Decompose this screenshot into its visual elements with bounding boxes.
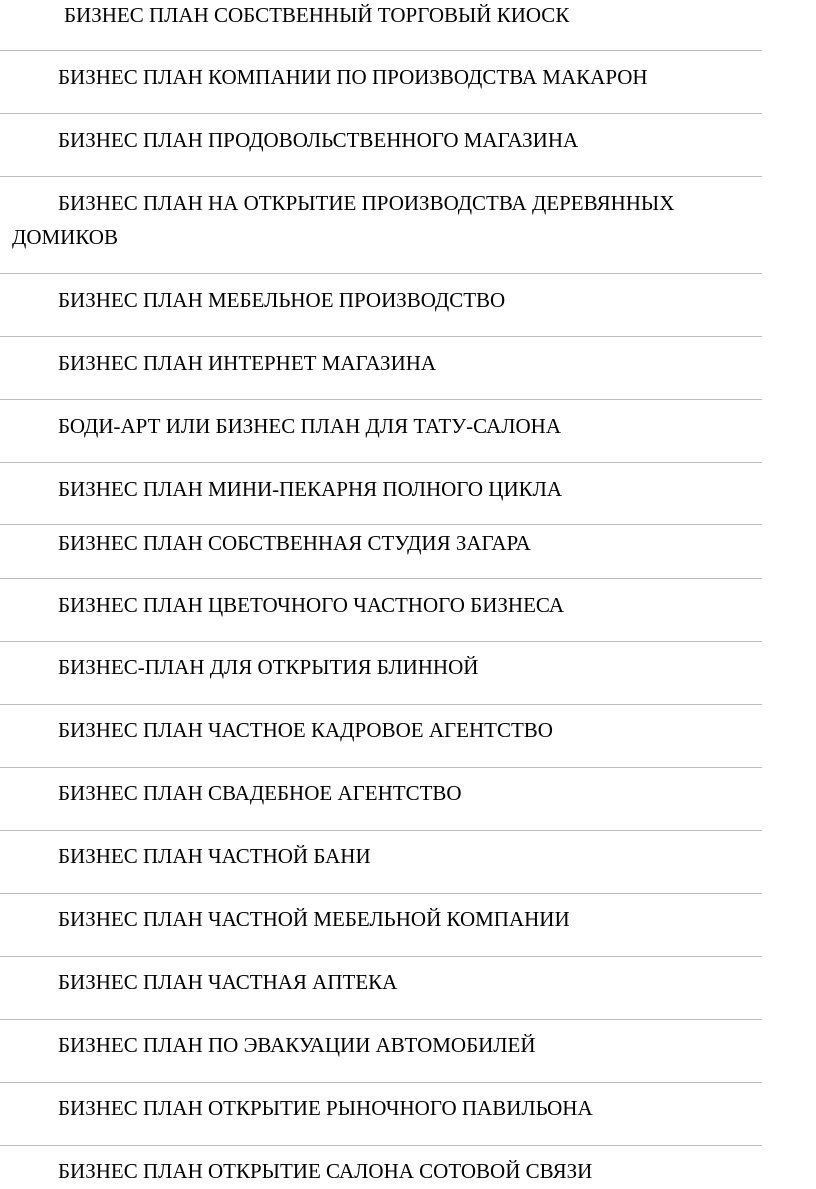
list-item-title[interactable]: БИЗНЕС ПЛАН МЕБЕЛЬНОЕ ПРОИЗВОДСТВО xyxy=(58,288,506,312)
row-divider xyxy=(0,176,762,177)
row-divider xyxy=(0,1019,762,1020)
row-divider xyxy=(0,50,762,51)
row-divider xyxy=(0,767,762,768)
list-item-title[interactable]: БИЗНЕС ПЛАН СОБСТВЕННАЯ СТУДИЯ ЗАГАРА xyxy=(58,531,531,555)
list-item-title[interactable]: БИЗНЕС ПЛАН МИНИ-ПЕКАРНЯ ПОЛНОГО ЦИКЛА xyxy=(58,477,563,501)
row-divider xyxy=(0,336,762,337)
list-item-title[interactable]: БОДИ-АРТ ИЛИ БИЗНЕС ПЛАН ДЛЯ ТАТУ-САЛОНА xyxy=(58,414,561,438)
row-divider xyxy=(0,113,762,114)
list-item-title[interactable]: БИЗНЕС ПЛАН ЧАСТНОЙ БАНИ xyxy=(58,844,371,868)
list-item-title[interactable]: БИЗНЕС ПЛАН ИНТЕРНЕТ МАГАЗИНА xyxy=(58,351,437,375)
row-divider xyxy=(0,524,762,525)
row-divider xyxy=(0,704,762,705)
row-divider xyxy=(0,578,762,579)
list-item-title[interactable]: БИЗНЕС ПЛАН НА ОТКРЫТИЕ ПРОИЗВОДСТВА ДЕРЕВЯННЫХ xyxy=(58,191,675,215)
list-item-title[interactable]: БИЗНЕС ПЛАН КОМПАНИИ ПО ПРОИЗВОДСТВА МАКАРОН xyxy=(58,65,648,89)
list-item-title[interactable]: БИЗНЕС ПЛАН ЧАСТНАЯ АПТЕКА xyxy=(58,970,398,994)
list-item-title[interactable]: БИЗНЕС ПЛАН СВАДЕБНОЕ АГЕНТСТВО xyxy=(58,781,462,805)
list-item-title-continuation[interactable]: ДОМИКОВ xyxy=(12,225,118,249)
row-divider xyxy=(0,273,762,274)
row-divider xyxy=(0,1145,762,1146)
list-item-title[interactable]: БИЗНЕС ПЛАН ЦВЕТОЧНОГО ЧАСТНОГО БИЗНЕСА xyxy=(58,593,565,617)
row-divider xyxy=(0,893,762,894)
list-item-title[interactable]: БИЗНЕС-ПЛАН ДЛЯ ОТКРЫТИЯ БЛИННОЙ xyxy=(58,655,479,679)
row-divider xyxy=(0,399,762,400)
row-divider xyxy=(0,830,762,831)
list-item-title[interactable]: БИЗНЕС ПЛАН ПО ЭВАКУАЦИИ АВТОМОБИЛЕЙ xyxy=(58,1033,536,1057)
list-item-title[interactable]: БИЗНЕС ПЛАН ЧАСТНОЕ КАДРОВОЕ АГЕНТСТВО xyxy=(58,718,553,742)
list-item-title[interactable]: БИЗНЕС ПЛАН ПРОДОВОЛЬСТВЕННОГО МАГАЗИНА xyxy=(58,128,579,152)
list-item-title[interactable]: БИЗНЕС ПЛАН ЧАСТНОЙ МЕБЕЛЬНОЙ КОМПАНИИ xyxy=(58,907,570,931)
row-divider xyxy=(0,641,762,642)
list-item-title[interactable]: БИЗНЕС ПЛАН ОТКРЫТИЕ САЛОНА СОТОВОЙ СВЯЗИ xyxy=(58,1159,593,1183)
row-divider xyxy=(0,1082,762,1083)
row-divider xyxy=(0,956,762,957)
list-item-title[interactable]: БИЗНЕС ПЛАН ОТКРЫТИЕ РЫНОЧНОГО ПАВИЛЬОНА xyxy=(58,1096,593,1120)
row-divider xyxy=(0,462,762,463)
list-item-title[interactable]: БИЗНЕС ПЛАН СОБСТВЕННЫЙ ТОРГОВЫЙ КИОСК xyxy=(64,3,570,27)
